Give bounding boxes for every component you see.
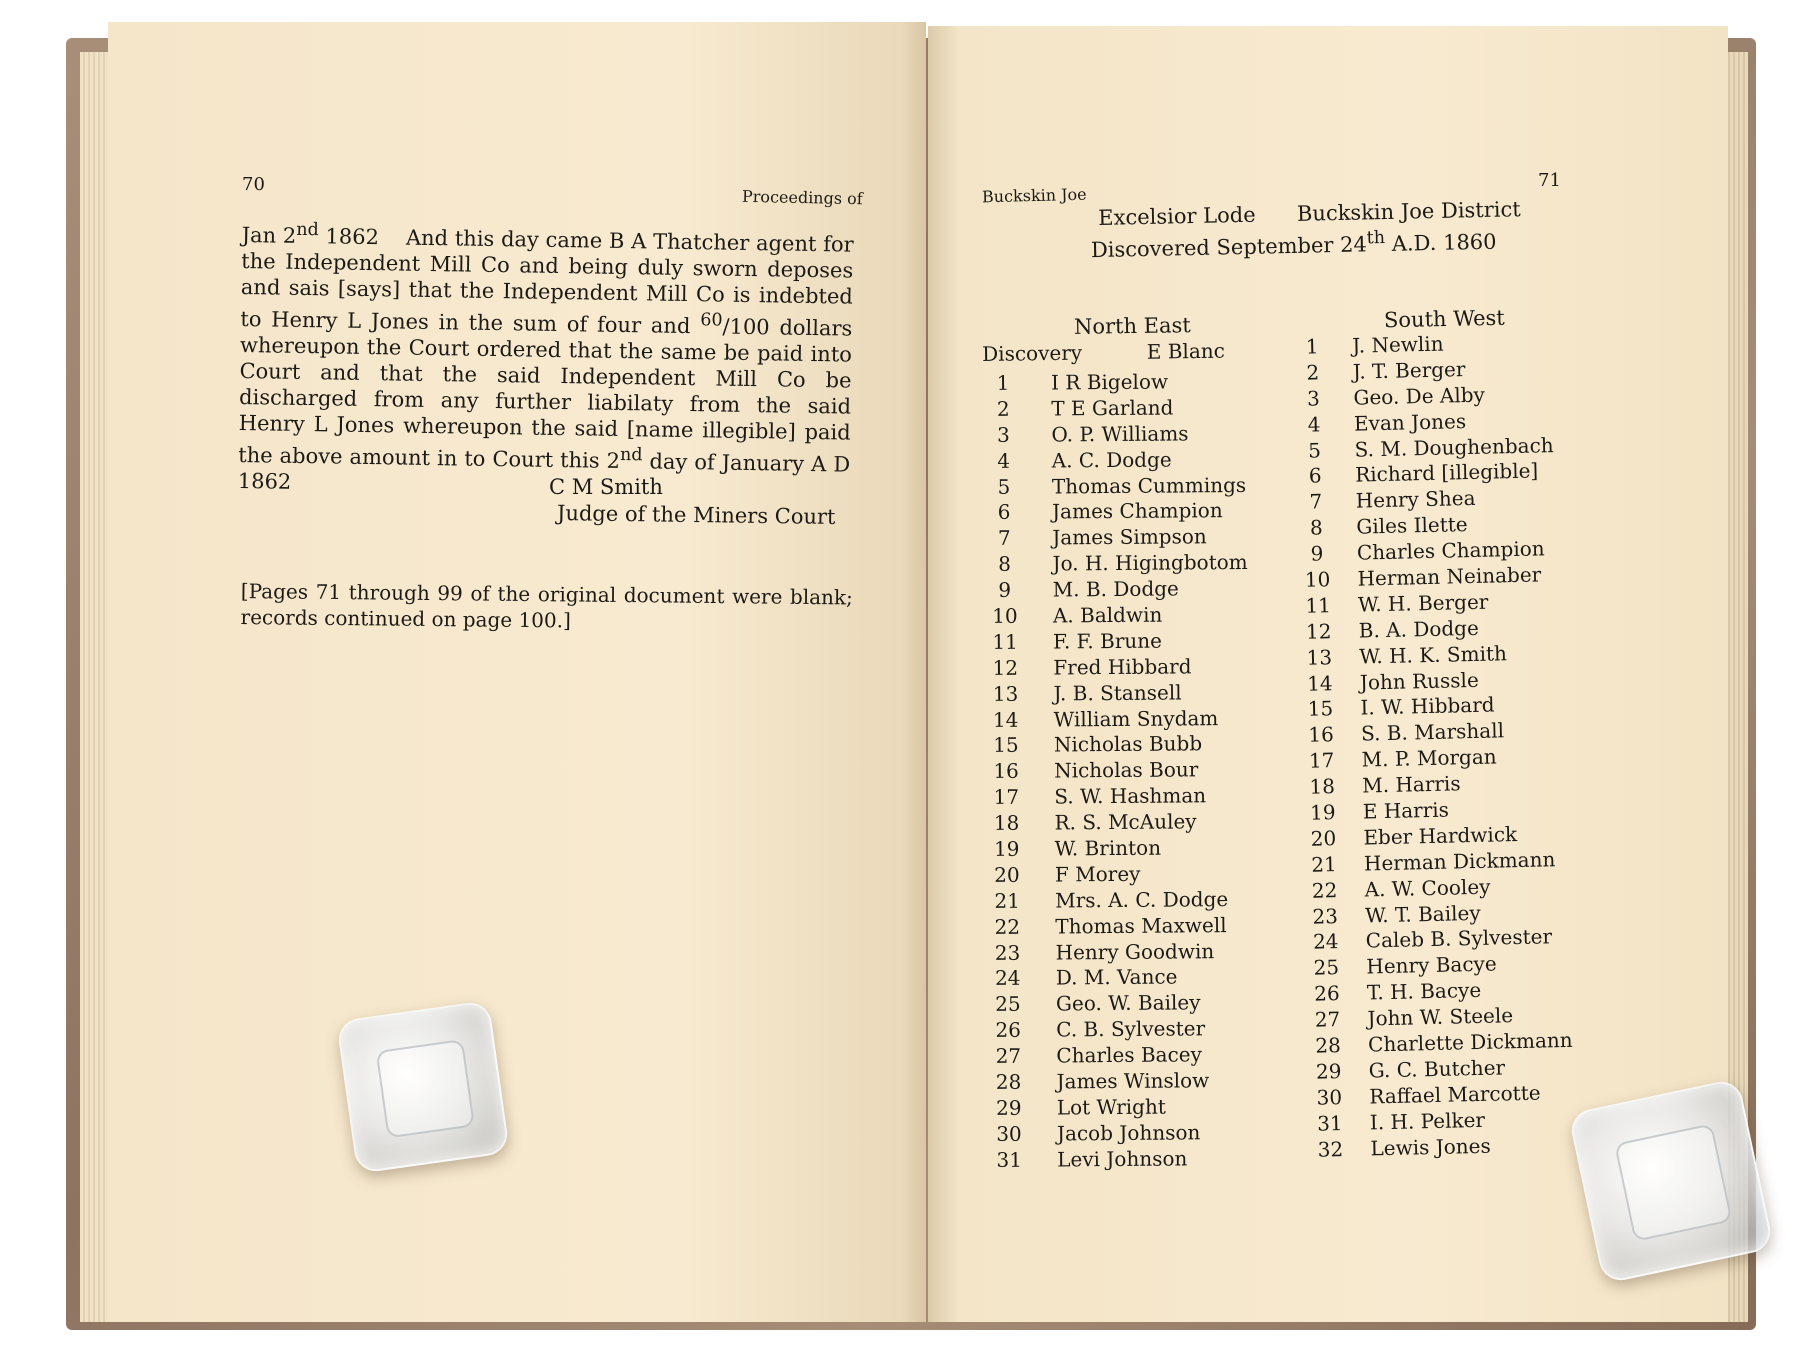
discovery-owner: E Blanc [1146,338,1226,364]
signature-name: C M Smith [549,475,663,499]
claim-holder-name: Charlette Dickmann [1367,1027,1573,1057]
claim-holder-name: Thomas Maxwell [1055,912,1227,939]
claim-row [1294,408,1467,439]
claim-holder-name: J. T. Berger [1352,356,1466,384]
claim-number: 8 [1309,515,1324,540]
claim-number: 24 [1312,929,1339,955]
claim-holder-name: Jacob Johnson [1056,1120,1201,1146]
claim-number: 30 [1316,1084,1343,1110]
claim-number: 25 [1313,955,1340,981]
claim-holder-name: Geo. De Alby [1353,382,1486,410]
claim-number: 16 [993,759,1019,784]
claim-number: 20 [1310,826,1337,851]
claim-row [1292,331,1444,361]
claim-row [1304,846,1556,879]
claim-holder-name: James Champion [1052,498,1223,524]
claim-number: 13 [992,681,1019,706]
claim-row [1293,356,1466,387]
claim-holder-name: T. H. Bacye [1366,978,1482,1005]
claim-holder-name: F. F. Brune [1053,628,1163,654]
claim-holder-name: Nicholas Bubb [1053,731,1203,757]
claim-number: 5 [997,474,1011,499]
claim-row [1301,744,1497,775]
claim-number: 2 [1306,360,1320,385]
claim-holder-name: W. Brinton [1054,835,1162,861]
claim-holder-name: C. B. Sylvester [1056,1016,1206,1042]
claim-number: 8 [998,552,1011,577]
claim-row [1303,821,1518,853]
claim-holder-name: I R Bigelow [1050,369,1169,395]
claim-number: 1 [1305,334,1319,359]
claim-holder-name: Mrs. A. C. Dodge [1055,886,1229,913]
claim-row [1307,1003,1514,1034]
claim-number: 30 [996,1121,1022,1146]
claim-holder-name: F Morey [1054,861,1141,887]
claim-holder-name: Levi Johnson [1057,1146,1188,1172]
editorial-note: [Pages 71 through 99 of the original document were blank; records continued on page 100.] [240,578,853,633]
claim-holder-name: S. B. Marshall [1360,718,1505,746]
claim-holder-name: M. P. Morgan [1361,744,1497,772]
claim-holder-name: Henry Shea [1355,486,1476,513]
north-east-claims-list [983,369,1248,1174]
claim-number: 3 [997,422,1010,447]
claim-holder-name: Charles Bacey [1056,1042,1202,1068]
claim-holder-name: Eber Hardwick [1363,821,1518,850]
claim-holder-name: J. B. Stansell [1053,680,1182,706]
claim-holder-name: Nicholas Bour [1054,757,1199,783]
court-record-paragraph [238,216,854,504]
claim-holder-name: Geo. W. Bailey [1055,990,1201,1016]
claim-number: 22 [994,914,1021,939]
claim-holder-name: S. M. Doughenbach [1354,432,1554,462]
claim-holder-name: John Russle [1359,667,1480,695]
record-text-part-2: /100 dollars whereupon the Court ordered that the same be paid into Court and that the said Independent Mill Co be discharged from any further liabilaty from the said Henry L Jones whereupon the said [name illegible] paid the above amount in to Court this 2 [238,314,853,473]
discovery-date: Discovered September 24th A.D. 1860 [1090,227,1497,263]
claim-row [1298,589,1489,620]
claim-number: 14 [992,707,1019,732]
claim-row [1306,951,1497,982]
claim-number: 26 [995,1017,1021,1043]
claim-number: 7 [1309,489,1323,514]
claim-holder-name: Raffael Marcotte [1369,1080,1541,1109]
claim-number: 19 [1309,800,1336,825]
claim-number: 23 [1312,903,1339,929]
claim-row [1301,718,1505,749]
claim-holder-name: O. P. Williams [1051,421,1189,447]
claim-number: 15 [993,733,1019,758]
left-running-head: Proceedings of [741,186,863,209]
claim-holder-name: G. C. Butcher [1368,1055,1506,1083]
claim-number: 12 [992,655,1019,680]
claim-holder-name: W. T. Bailey [1364,900,1481,928]
claim-number: 7 [997,526,1011,551]
claim-holder-name: W. H. K. Smith [1359,640,1508,669]
claim-row [1297,562,1542,594]
claim-row [1297,536,1545,568]
claim-number: 11 [1305,593,1332,618]
claim-number: 25 [995,992,1021,1017]
glass-paperweight-left [336,1000,510,1174]
day-suffix: nd [619,444,643,466]
claim-row [1307,978,1482,1008]
claim-number: 27 [995,1043,1022,1069]
left-page-number: 70 [242,174,265,195]
record-date: Jan 2nd 1862 [241,219,380,250]
claim-number: 29 [1315,1059,1342,1084]
claim-holder-name: Herman Dickmann [1363,846,1556,876]
lode-title-block [1090,197,1522,263]
claim-holder-name: Henry Bacye [1366,951,1497,979]
claim-row [1309,1080,1541,1112]
claim-number: 21 [1311,851,1338,877]
claim-number: 21 [994,888,1020,913]
claim-number: 17 [1308,748,1335,773]
claim-number: 15 [1307,696,1334,722]
claim-number: 31 [1316,1110,1343,1136]
claim-holder-name: J. Newlin [1351,331,1444,358]
claim-holder-name: Herman Neinaber [1357,562,1542,591]
right-running-head: Buckskin Joe [981,184,1087,207]
claim-number: 29 [995,1095,1022,1120]
claim-holder-name: Caleb B. Sylvester [1365,924,1553,953]
claim-row [1300,692,1495,723]
claim-row [1303,797,1450,827]
claim-row [1300,667,1480,697]
claim-number: 6 [997,500,1011,525]
claim-holder-name: William Snydam [1053,705,1219,732]
claim-row [1294,432,1554,465]
claim-number: 16 [1308,722,1335,748]
claim-number: 2 [996,396,1010,421]
claim-holder-name: Thomas Cummings [1051,472,1247,499]
claim-number: 24 [994,966,1021,991]
claim-number: 18 [1309,774,1336,799]
claim-holder-name: M. B. Dodge [1052,576,1179,602]
claim-number: 9 [1310,541,1324,566]
claim-holder-name: A. C. Dodge [1051,447,1172,473]
claim-number: 18 [993,810,1020,836]
claim-row [1310,1107,1486,1138]
claim-row [1298,615,1480,646]
claim-holder-name: Charles Champion [1356,536,1545,565]
claim-number: 22 [1311,877,1338,903]
glass-paperweight-right [1568,1078,1774,1284]
discovery-label: Discovery [982,340,1083,366]
claim-row [1310,1133,1492,1163]
right-page-number: 71 [1538,170,1561,191]
claim-row [1308,1027,1573,1060]
claim-holder-name: A. Baldwin [1052,602,1163,628]
claim-holder-name: I. W. Hibbard [1360,692,1495,721]
claim-row [1293,382,1486,413]
fraction-numerator: 60 [700,310,723,331]
claim-number: 5 [1307,437,1322,463]
claim-holder-name: Jo. H. Higingbotom [1052,550,1248,576]
lode-name: Excelsior Lode [1098,202,1256,230]
claim-row [1296,512,1468,542]
claim-number: 26 [1313,981,1340,1006]
claim-row [1295,458,1539,490]
claim-number: 10 [1304,567,1331,592]
claim-holder-name: Henry Goodwin [1055,938,1215,965]
claim-number: 17 [993,784,1020,810]
north-east-heading: North East [1073,313,1191,339]
claim-holder-name: Evan Jones [1353,408,1467,436]
claim-number: 3 [1306,386,1321,411]
claim-holder-name: B. A. Dodge [1358,615,1480,643]
claim-row [1305,900,1481,930]
claim-number: 4 [1307,412,1321,437]
claim-holder-name: S. W. Hashman [1054,783,1207,809]
claim-number: 27 [1314,1007,1341,1032]
record-text-part-3: day of January A D 1862 [237,449,851,494]
claim-row [1304,874,1491,905]
claim-number: 6 [1308,463,1322,489]
claim-holder-name: I. H. Pelker [1369,1107,1486,1135]
claim-number: 19 [993,836,1020,861]
claim-row [1306,924,1553,956]
claim-number: 10 [992,603,1018,628]
claim-holder-name: James Simpson [1052,524,1207,550]
claim-number: 23 [994,940,1021,965]
left-page [108,22,926,1322]
claim-holder-name: A. W. Cooley [1364,874,1491,902]
claim-holder-name: Lewis Jones [1370,1133,1492,1161]
claim-holder-name: Giles Ilette [1356,512,1468,539]
claim-row [1302,771,1461,801]
claim-number: 4 [997,448,1011,473]
claim-number: 32 [1317,1136,1344,1162]
claim-number: 11 [992,629,1018,654]
claim-number: 13 [1306,644,1333,670]
claim-holder-name: E Harris [1362,797,1450,824]
claim-number: 20 [994,862,1020,887]
claim-holder-name: W. H. Berger [1357,589,1489,617]
claim-number: 28 [995,1069,1022,1094]
claim-holder-name: James Winslow [1056,1068,1210,1094]
claim-number: 14 [1306,670,1333,696]
claim-holder-name: Fred Hibbard [1053,654,1192,680]
claim-holder-name: D. M. Vance [1055,964,1178,990]
claim-number: 9 [998,577,1012,603]
signature-title: Judge of the Miners Court [556,501,836,529]
claim-holder-name: T E Garland [1051,395,1174,421]
claim-holder-name: R. S. McAuley [1054,809,1197,835]
record-text-part-1: And this day came B A Thatcher agent for the Independent Mill Co and being duly sworn deposes and sais [says] that the Independent Mill Co is indebted to Henry L Jones in the sum of four and [240,225,854,339]
district-name: Buckskin Joe District [1296,197,1521,226]
claim-holder-name: Lot Wright [1056,1094,1166,1120]
claim-number: 28 [1315,1033,1342,1058]
claim-number: 12 [1305,618,1332,644]
claim-row [1296,486,1476,516]
south-west-claims-list [1292,331,1573,1163]
claim-number: 31 [996,1147,1023,1172]
claim-holder-name: M. Harris [1361,771,1461,798]
claim-holder-name: John W. Steele [1367,1003,1514,1031]
claim-holder-name: Richard [illegible] [1354,458,1539,488]
claim-number: 1 [996,370,1010,395]
discovery-claim-row [982,339,1225,366]
claim-row [1308,1055,1506,1086]
claim-row [1299,640,1508,672]
south-west-heading: South West [1383,305,1505,333]
